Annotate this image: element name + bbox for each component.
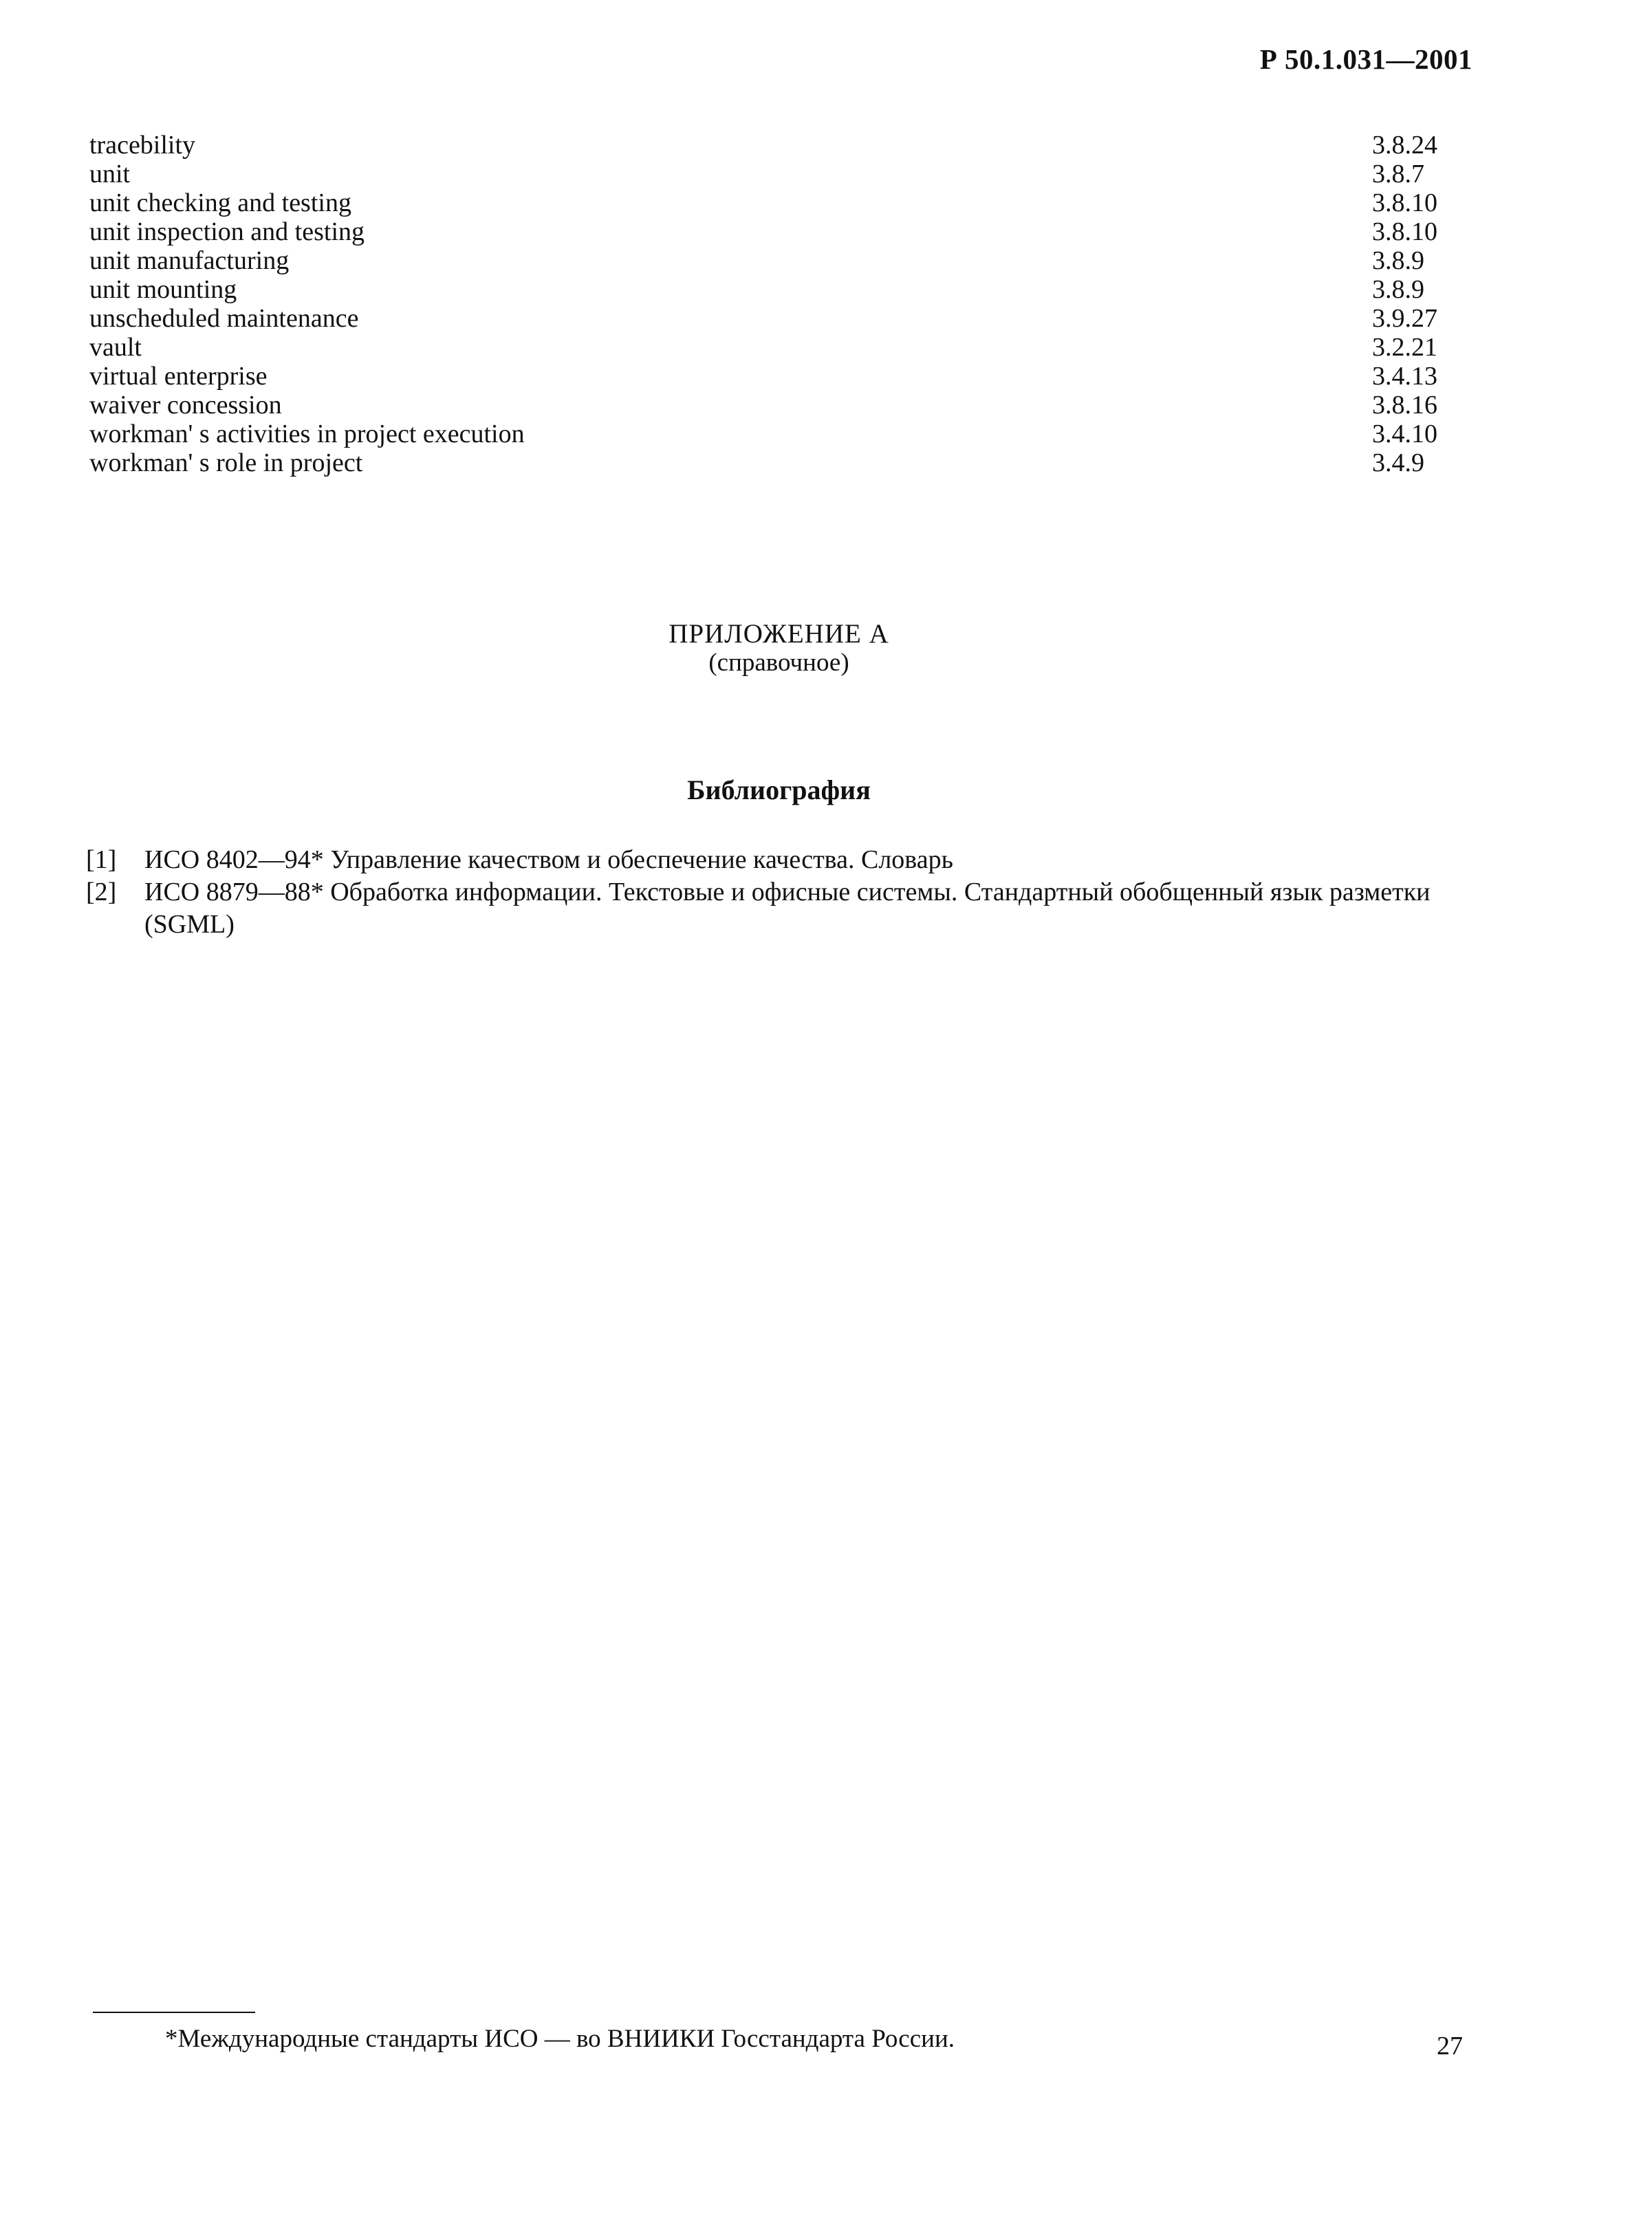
index-reference: 3.8.16	[1372, 391, 1437, 420]
index-entry	[89, 131, 1437, 160]
index-reference: 3.4.10	[1372, 420, 1437, 448]
index-reference: 3.8.7	[1372, 160, 1424, 188]
index-term: unit mounting	[89, 275, 237, 304]
bibliography-item-text: ИСО 8879—88* Обработка информации. Текстовые и офисные системы. Стандартный обобщенный язык разметки (SGML)	[144, 878, 1431, 939]
bibliography-item	[86, 844, 1482, 876]
index-reference: 3.8.9	[1372, 275, 1424, 304]
footnote: *Международные стандарты ИСО — во ВНИИКИ Госстандарта России.	[165, 2025, 955, 2053]
index-entry	[89, 420, 1437, 448]
index-entry	[89, 217, 1437, 246]
index-reference: 3.2.21	[1372, 333, 1437, 362]
index-reference: 3.8.9	[1372, 246, 1424, 275]
index-term: workman' s activities in project execution	[89, 420, 525, 448]
index-entry	[89, 362, 1437, 391]
index-term: unit inspection and testing	[89, 217, 365, 246]
appendix-subtitle: (справочное)	[708, 649, 849, 677]
index-entry	[89, 391, 1437, 420]
index-term: unit manufacturing	[89, 246, 290, 275]
index-term: waiver concession	[89, 391, 282, 420]
page-number: 27	[1437, 2032, 1463, 2061]
index-entry	[89, 304, 1437, 333]
index-entry	[89, 448, 1437, 477]
index-term: unit	[89, 160, 131, 188]
index-entry	[89, 160, 1437, 188]
index-reference: 3.9.27	[1372, 304, 1437, 333]
appendix-title: ПРИЛОЖЕНИЕ А	[669, 619, 889, 649]
index-reference: 3.4.9	[1372, 448, 1424, 477]
index-term: vault	[89, 333, 142, 362]
index-term: tracebility	[89, 131, 196, 160]
index-term: unit checking and testing	[89, 188, 351, 217]
index-entry	[89, 246, 1437, 275]
index-reference: 3.4.13	[1372, 362, 1437, 391]
bibliography-item-text: ИСО 8402—94* Управление качеством и обеспечение качества. Словарь	[144, 845, 953, 874]
index-term: virtual enterprise	[89, 362, 268, 391]
term-index-list	[89, 131, 1437, 477]
bibliography-heading: Библиография	[687, 774, 871, 805]
bibliography-item-number: [1]	[86, 845, 117, 874]
footnote-divider	[93, 2012, 255, 2013]
bibliography-item	[86, 876, 1482, 941]
index-reference: 3.8.10	[1372, 217, 1437, 246]
index-reference: 3.8.24	[1372, 131, 1437, 160]
bibliography-item-number: [2]	[86, 878, 117, 906]
bibliography-list	[86, 844, 1482, 941]
index-entry	[89, 275, 1437, 304]
index-term: unscheduled maintenance	[89, 304, 359, 333]
index-entry	[89, 188, 1437, 217]
index-reference: 3.8.10	[1372, 188, 1437, 217]
index-term: workman' s role in project	[89, 448, 363, 477]
index-entry	[89, 333, 1437, 362]
document-code: Р 50.1.031—2001	[1259, 43, 1472, 75]
